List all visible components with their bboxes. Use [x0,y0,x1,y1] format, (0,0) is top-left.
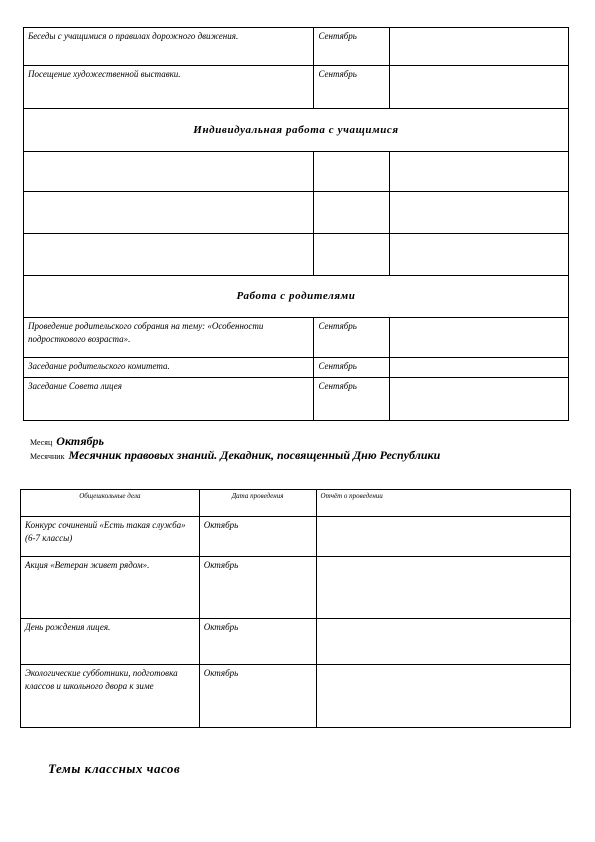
header-events: Общешкольные дела [21,490,200,517]
date-cell: Сентябрь [314,318,390,358]
event-cell: День рождения лицея. [21,619,200,665]
date-cell: Сентябрь [314,378,390,421]
monthly-value: Месячник правовых знаний. Декадник, посвященный Дню Республики [68,448,441,462]
september-plan-table [23,27,569,421]
event-cell: Акция «Ветеран живет рядом». [21,557,200,619]
monthly-label: Месячник [30,452,65,461]
date-cell: Октябрь [199,557,316,619]
date-cell: Октябрь [199,665,316,728]
report-cell [316,665,570,728]
monthly-line [30,447,530,464]
report-cell [390,152,569,192]
event-cell: Конкурс сочинений «Есть такая служба» (6-7 классы) [21,517,200,557]
month-value: Октябрь [56,434,105,448]
date-cell: Октябрь [199,619,316,665]
event-cell [24,192,314,234]
report-cell [390,234,569,276]
date-cell [314,152,390,192]
header-date: Дата проведения [199,490,316,517]
date-cell: Сентябрь [314,66,390,109]
report-cell [390,192,569,234]
report-cell [316,619,570,665]
class-hours-title: Темы классных часов [48,761,181,776]
section-parents-work: Работа с родителями [24,276,569,318]
report-cell [390,28,569,66]
date-cell: Сентябрь [314,28,390,66]
date-cell [314,234,390,276]
date-cell: Сентябрь [314,358,390,378]
event-cell [24,152,314,192]
header-report: Отчёт о проведении [316,490,570,517]
report-cell [390,378,569,421]
report-cell [390,66,569,109]
report-cell [316,557,570,619]
event-cell: Посещение художественной выставки. [24,66,314,109]
report-cell [316,517,570,557]
month-label: Месяц [30,438,53,447]
october-plan-table [20,489,571,728]
event-cell: Проведение родительского собрания на тему: «Особенности подросткового возраста». [24,318,314,358]
date-cell [314,192,390,234]
event-cell [24,234,314,276]
event-cell: Беседы с учащимися о правилах дорожного движения. [24,28,314,66]
event-cell: Заседание родительского комитета. [24,358,314,378]
event-cell: Экологические субботники, подготовка классов и школьного двора к зиме [21,665,200,728]
section-individual-work: Индивидуальная работа с учащимися [24,109,569,152]
event-cell: Заседание Совета лицея [24,378,314,421]
date-cell: Октябрь [199,517,316,557]
report-cell [390,358,569,378]
report-cell [390,318,569,358]
